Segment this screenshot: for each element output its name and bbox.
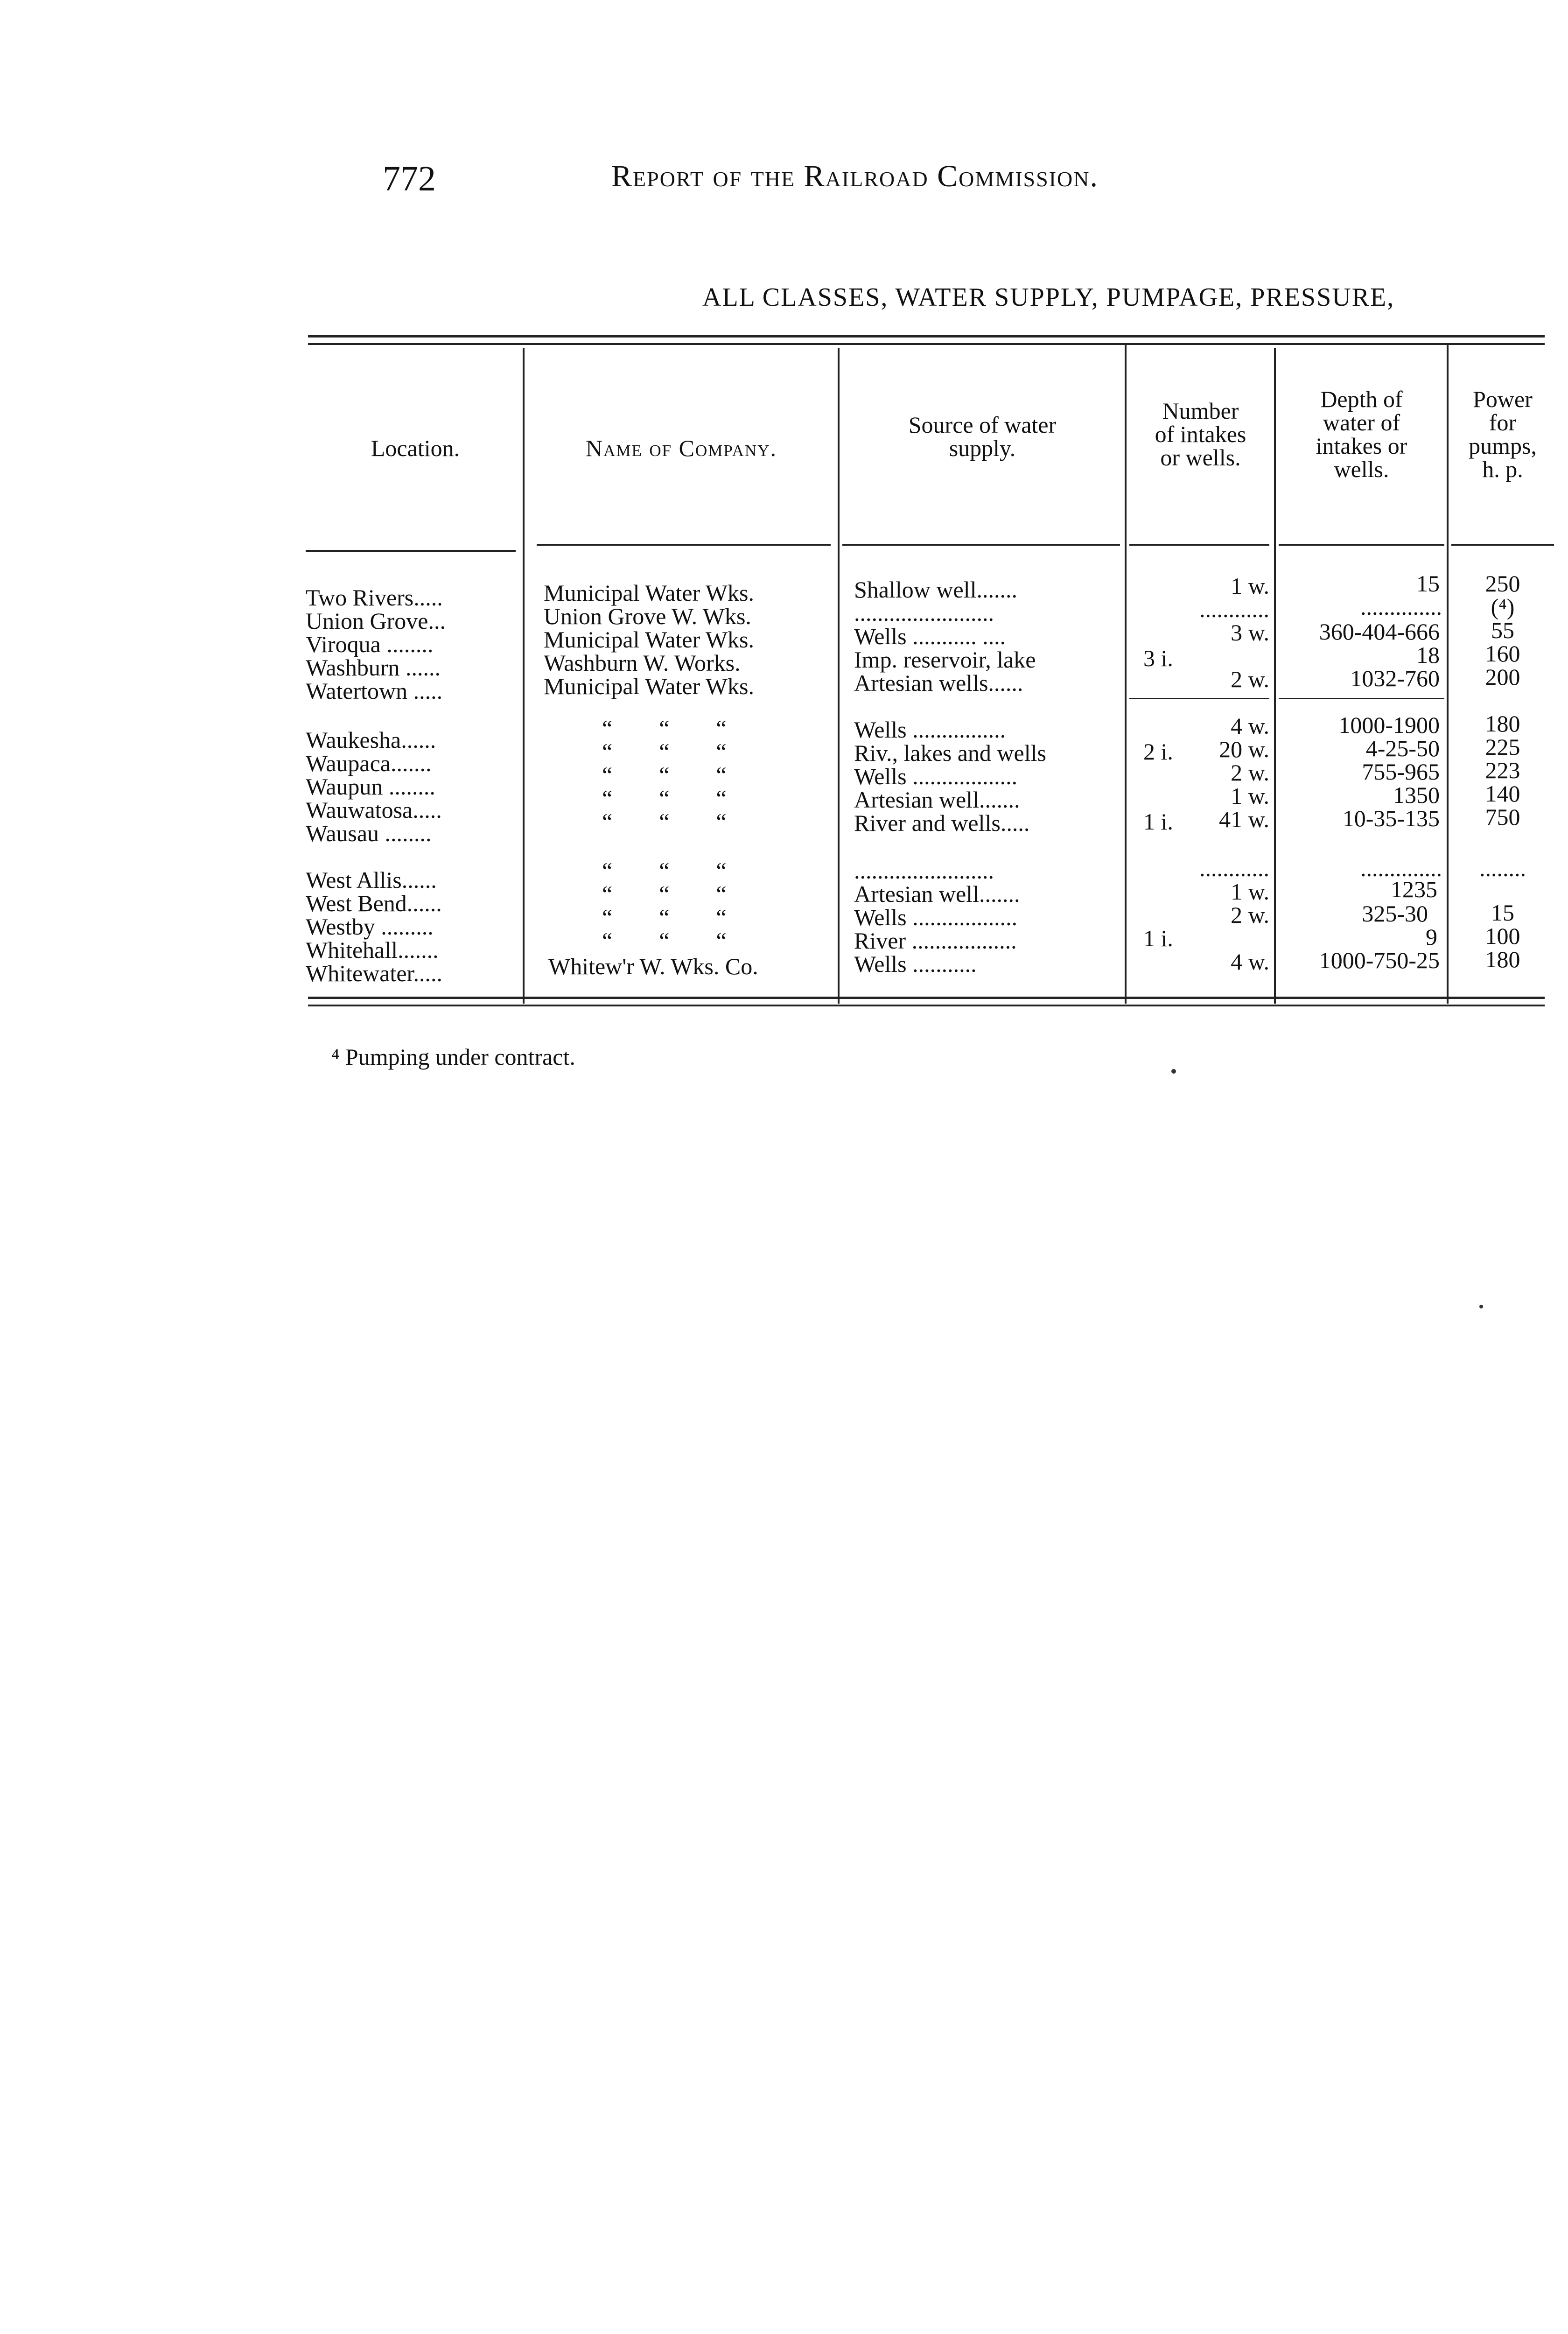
table-row-location: Whitewater..... [306, 960, 442, 986]
table-row-source: ........................ [854, 858, 994, 884]
header-power-line: Power [1473, 386, 1533, 412]
table-row-intakes: 1 i. [1143, 808, 1173, 835]
table-row-power: 55 [1491, 617, 1514, 643]
table-row-location: West Bend...... [306, 890, 442, 916]
header-power-line: h. p. [1482, 456, 1523, 482]
table-row-wells: ............ [1199, 855, 1269, 881]
header-depth-line: wells. [1334, 456, 1389, 482]
scan-speck [1171, 1069, 1176, 1074]
table-row-intakes: 1 i. [1143, 925, 1173, 951]
column-divider [1274, 348, 1276, 1004]
header-power-line: pumps, [1469, 433, 1537, 459]
header-underline [537, 544, 831, 546]
table-title: ALL CLASSES, WATER SUPPLY, PUMPAGE, PRESSURE, [702, 283, 1395, 312]
table-row-location: Union Grove... [306, 608, 446, 634]
table-row-company: “ “ “ [602, 738, 727, 765]
footnote: ⁴ Pumping under contract. [331, 1044, 575, 1070]
table-row-source: Wells ................ [854, 717, 1006, 743]
table-row-intakes: 2 i. [1143, 738, 1173, 765]
table-row-location: Wausau ........ [306, 820, 432, 846]
table-row-company: “ “ “ [602, 904, 727, 930]
table-row-location: West Allis...... [306, 867, 437, 893]
table-row-source: Wells .................. [854, 904, 1018, 930]
table-row-company: “ “ “ [602, 928, 727, 954]
table-row-source: Wells ........... .... [854, 623, 1006, 649]
table-row-company: “ “ “ [602, 881, 727, 907]
table-row-source: Artesian well....... [854, 787, 1020, 813]
header-source [840, 413, 1125, 460]
table-row-source: River and wells..... [854, 810, 1030, 836]
header-number-line: or wells. [1160, 444, 1241, 471]
table-row-wells: 2 w. [1231, 902, 1269, 928]
table-row-location: Whitehall....... [306, 937, 439, 963]
table-row-power: ........ [1479, 855, 1526, 881]
table-row-depth: 325-30 [1362, 900, 1428, 927]
table-row-source: Imp. reservoir, lake [854, 647, 1036, 673]
table-row-depth: 1000-750-25 [1319, 947, 1440, 973]
table-row-intakes: 3 i. [1143, 645, 1173, 671]
header-depth-line: Depth of [1320, 386, 1403, 412]
table-row-depth: 360-404-666 [1319, 619, 1440, 645]
header-underline [306, 550, 516, 552]
header-number-line: of intakes [1155, 421, 1246, 447]
table-row-depth: .............. [1360, 594, 1442, 620]
table-row-power: 180 [1485, 946, 1520, 972]
table-row-location: Waupun ........ [306, 773, 435, 800]
table-row-company: Municipal Water Wks. [544, 580, 754, 606]
column-divider [838, 348, 840, 1004]
table-row-wells: 4 w. [1231, 713, 1269, 739]
table-row-source: ........................ [854, 600, 994, 626]
table-row-power: (⁴) [1491, 594, 1515, 620]
table-row-company: “ “ “ [602, 785, 727, 811]
header-depth-line: intakes or [1316, 433, 1407, 459]
table-row-company: “ “ “ [602, 858, 727, 884]
header-underline [1279, 544, 1444, 546]
table-row-company: “ “ “ [602, 762, 727, 788]
table-row-source: Wells .................. [854, 763, 1018, 789]
header-underline [1129, 544, 1269, 546]
table-row-depth: 10-35-135 [1342, 805, 1440, 831]
table-row-power: 140 [1485, 780, 1520, 807]
table-row-company: Municipal Water Wks. [544, 626, 754, 653]
table-row-depth: 9 [1426, 924, 1437, 950]
table-row-wells: 2 w. [1231, 759, 1269, 786]
table-row-company: “ “ “ [602, 808, 727, 835]
column-divider [1125, 343, 1127, 1004]
header-number [1127, 399, 1274, 469]
table-row-depth: .............. [1360, 855, 1442, 881]
table-row-power: 750 [1485, 804, 1520, 830]
table-row-location: Waukesha...... [306, 727, 436, 753]
table-row-depth: 1350 [1393, 782, 1440, 808]
group-separator [1129, 698, 1269, 699]
table-row-source: Artesian wells...... [854, 670, 1023, 696]
header-company-text: Name of Company. [586, 435, 777, 461]
header-source-line: supply. [949, 435, 1016, 461]
table-row-depth: 755-965 [1362, 759, 1440, 785]
group-separator [1279, 698, 1444, 699]
table-row-power: 250 [1485, 570, 1520, 597]
table-row-location: Viroqua ........ [306, 631, 434, 657]
table-row-wells: 1 w. [1231, 783, 1269, 809]
header-depth-line: water of [1323, 409, 1400, 436]
table-row-source: Shallow well....... [854, 576, 1017, 603]
table-row-power: 15 [1491, 900, 1514, 926]
table-bottom-rule-2 [308, 1005, 1545, 1006]
scan-speck [1479, 1305, 1483, 1308]
table-row-company: Union Grove W. Wks. [544, 603, 751, 629]
table-row-wells: 41 w. [1219, 806, 1269, 832]
table-row-location: Westby ......... [306, 914, 434, 940]
table-row-wells: 2 w. [1231, 666, 1269, 692]
table-row-wells: 20 w. [1219, 736, 1269, 762]
table-top-rule [308, 335, 1545, 337]
table-row-company: Municipal Water Wks. [544, 673, 754, 699]
table-row-wells: 1 w. [1231, 879, 1269, 905]
table-row-depth: 4-25-50 [1365, 735, 1440, 761]
table-row-source: River .................. [854, 928, 1017, 954]
table-row-power: 200 [1485, 664, 1520, 690]
table-row-source: Wells ........... [854, 951, 977, 977]
table-bottom-rule [308, 997, 1545, 999]
table-row-wells: ............ [1199, 596, 1269, 622]
header-company [525, 436, 838, 460]
table-row-power: 180 [1485, 710, 1520, 737]
table-row-depth: 1000-1900 [1338, 712, 1440, 738]
table-row-depth: 1032-760 [1350, 665, 1440, 691]
running-head: Report of the Railroad Commission. [611, 159, 1099, 193]
table-row-wells: 1 w. [1231, 573, 1269, 599]
table-row-source: Artesian well....... [854, 881, 1020, 907]
table-row-location: Washburn ...... [306, 654, 441, 681]
table-row-company: Washburn W. Works. [544, 650, 741, 676]
column-divider [523, 348, 525, 1004]
table-row-power: 225 [1485, 734, 1520, 760]
table-row-power: 160 [1485, 640, 1520, 667]
header-depth [1276, 387, 1447, 481]
header-number-line: Number [1162, 398, 1239, 424]
header-power [1449, 387, 1556, 481]
table-row-depth: 1235 [1391, 876, 1437, 902]
header-location-text: Location. [371, 435, 460, 461]
table-top-rule-2 [308, 343, 1545, 345]
table-row-company: “ “ “ [602, 715, 727, 741]
table-row-location: Waupaca....... [306, 750, 432, 776]
table-row-power: 223 [1485, 757, 1520, 783]
header-underline [842, 544, 1120, 546]
header-location [308, 436, 523, 460]
table-row-source: Riv., lakes and wells [854, 740, 1046, 766]
column-divider [1447, 343, 1449, 1004]
table-row-depth: 18 [1416, 642, 1440, 668]
table-row-location: Watertown ..... [306, 678, 443, 704]
table-row-depth: 15 [1416, 570, 1440, 597]
table-row-location: Two Rivers..... [306, 584, 443, 611]
table-row-wells: 4 w. [1231, 949, 1269, 975]
table-row-company: Whitew'r W. Wks. Co. [548, 953, 758, 979]
table-row-location: Wauwatosa..... [306, 797, 442, 823]
table-row-power: 100 [1485, 923, 1520, 949]
page-number: 772 [383, 159, 436, 198]
header-source-line: Source of water [908, 412, 1057, 438]
header-power-line: for [1489, 409, 1517, 436]
header-underline [1451, 544, 1554, 546]
table-row-wells: 3 w. [1231, 619, 1269, 646]
